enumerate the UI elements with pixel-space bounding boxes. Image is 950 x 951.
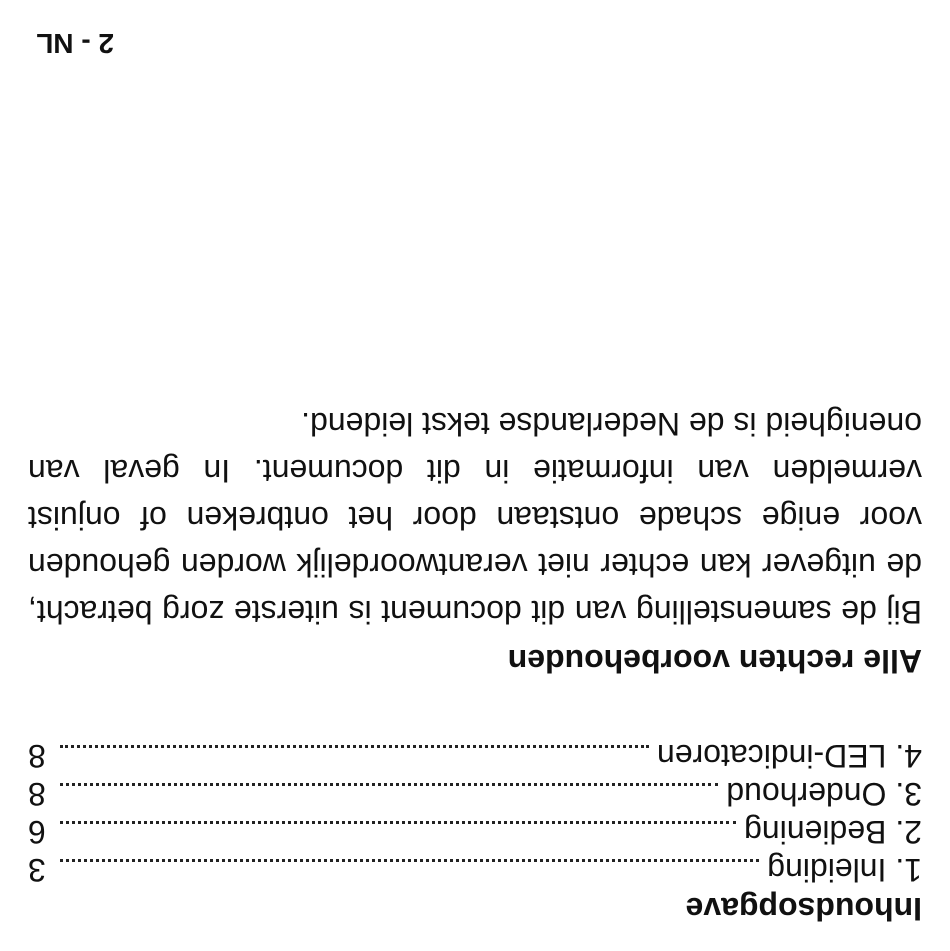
- toc-list: [28, 737, 922, 889]
- toc-item: [28, 813, 922, 851]
- toc-item-label: 4. LED-indicatoren: [656, 738, 922, 774]
- toc-item: [28, 775, 922, 813]
- rights-body-text: Bij de samenstelling van dit document is uiterste zorg betracht, de uitgever kan echter niet verantwoordelijk worden gehouden voor enige schade ontstaan door het ontbreken of onjuist vermelden van informatie in dit document. In geval van onenigheid is de Nederlandse tekst leidend.: [28, 406, 922, 630]
- page-content: [28, 400, 922, 927]
- toc-item-label: 3. Onderhoud: [726, 776, 922, 812]
- page-number: 2 - NL: [36, 28, 114, 59]
- toc-item: [28, 851, 922, 889]
- toc-title: Inhoudsopgave: [685, 891, 922, 927]
- toc-item-label: 1. Inleiding: [767, 852, 922, 888]
- toc-item: [28, 737, 922, 775]
- toc-leader-dots: [60, 821, 736, 824]
- toc-item-label: 2. Bediening: [744, 814, 922, 850]
- toc-item-page: 8: [28, 738, 46, 774]
- toc-item-page: 8: [28, 776, 46, 812]
- rights-title: Alle rechten voorbehouden: [507, 643, 922, 679]
- toc-leader-dots: [60, 783, 718, 786]
- toc-item-page: 3: [28, 852, 46, 888]
- toc-leader-dots: [60, 859, 759, 862]
- toc-leader-dots: [60, 745, 649, 748]
- toc-item-page: 6: [28, 814, 46, 850]
